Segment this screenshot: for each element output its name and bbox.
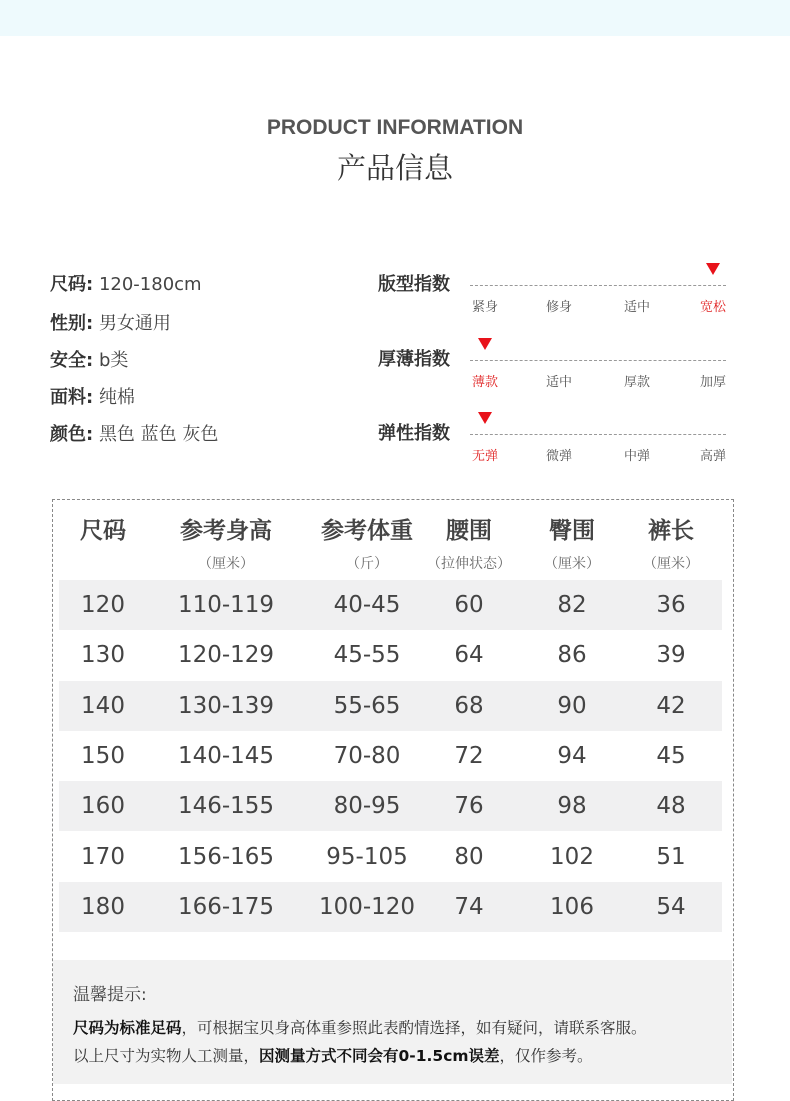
tips-text: ，可根据宝贝身高体重参照此表酌情选择，如有疑问，请联系客服。 [181,1019,647,1037]
table-cell: 60 [454,592,484,618]
table-cell: 98 [557,793,587,819]
column-header-title: 参考身高 [180,518,272,544]
table-row [59,832,722,882]
index-option: 适中 [545,375,572,390]
table-cell: 180 [81,894,125,920]
table-cell: 40-45 [333,592,401,618]
table-cell: 120 [81,592,125,618]
index-label: 厚薄指数 [378,349,450,370]
index-option: 适中 [623,300,650,315]
column-header [151,512,301,573]
index-option: 紧身 [471,300,498,315]
index-option: 高弹 [699,449,726,464]
column-header [517,512,627,573]
table-cell: 106 [550,894,594,920]
tips-text: ，仅作参考。 [499,1047,593,1065]
info-label: 性别: [50,313,94,334]
info-value: 黑色 蓝色 灰色 [98,424,219,445]
index-label: 版型指数 [378,274,450,295]
table-cell: 94 [557,743,587,769]
table-cell: 100-120 [318,894,416,920]
info-value: 纯棉 [98,387,135,408]
info-label: 面料: [50,387,94,408]
table-cell: 95-105 [326,844,408,870]
selected-marker-icon [478,338,492,350]
selected-marker-icon [478,412,492,424]
info-colors [50,420,218,446]
table-cell: 102 [550,844,594,870]
column-header-unit: （拉伸状态） [427,556,511,572]
table-cell: 39 [656,642,686,668]
table-cell: 120-129 [177,642,275,668]
index-option: 薄款 [471,375,498,390]
info-fabric [50,383,135,409]
table-cell: 160 [81,793,125,819]
table-cell: 156-165 [177,844,275,870]
table-cell: 64 [454,642,484,668]
table-row [59,882,722,932]
table-cell: 170 [81,844,125,870]
tips-line-1 [73,1016,647,1038]
selected-marker-icon [706,263,720,275]
index-label: 弹性指数 [378,423,450,444]
index-scale-line [470,285,726,286]
table-cell: 45 [656,743,686,769]
table-cell: 42 [656,693,686,719]
index-option: 中弹 [623,449,650,464]
column-header-title: 尺码 [80,518,126,544]
table-cell: 70-80 [333,743,401,769]
table-cell: 110-119 [177,592,275,618]
info-label: 安全: [50,350,94,371]
tips-bold: 尺码为标准足码 [73,1019,182,1037]
table-cell: 86 [557,642,587,668]
table-cell: 130-139 [177,693,275,719]
table-cell: 80 [454,844,484,870]
index-option: 修身 [545,300,572,315]
info-label: 颜色: [50,424,94,445]
info-label: 尺码: [50,274,94,295]
info-size [50,270,202,296]
info-value: b类 [98,350,129,371]
table-cell: 48 [656,793,686,819]
table-cell: 74 [454,894,484,920]
table-cell: 55-65 [333,693,401,719]
index-option: 加厚 [699,375,726,390]
info-value: 男女通用 [98,313,171,334]
table-cell: 166-175 [177,894,275,920]
column-header-title: 参考体重 [321,518,413,544]
info-safety [50,346,128,372]
info-value: 120-180cm [98,274,202,295]
column-header [48,512,158,553]
table-cell: 140-145 [177,743,275,769]
column-header-unit: （斤） [346,556,388,572]
column-header-title: 裤长 [648,518,694,544]
tips-bold: 因测量方式不同会有0-1.5cm误差 [259,1047,500,1065]
tips-line-2 [73,1044,593,1066]
column-header-unit: （厘米） [643,556,699,572]
table-cell: 68 [454,693,484,719]
table-row [59,681,722,731]
tips-panel [53,960,732,1084]
index-option: 微弹 [545,449,572,464]
title-english: PRODUCT INFORMATION [266,116,524,139]
index-option: 无弹 [471,449,498,464]
table-cell: 72 [454,743,484,769]
tips-text: 以上尺寸为实物人工测量， [73,1047,260,1065]
table-cell: 140 [81,693,125,719]
index-scale-line [470,434,726,435]
table-cell: 90 [557,693,587,719]
table-row [59,731,722,781]
table-cell: 54 [656,894,686,920]
table-cell: 45-55 [333,642,401,668]
title-chinese: 产品信息 [336,151,453,185]
column-header-title: 腰围 [446,518,492,544]
column-header-title: 臀围 [549,518,595,544]
column-header [404,512,534,573]
tips-title: 温馨提示: [73,985,147,1005]
table-cell: 76 [454,793,484,819]
table-cell: 36 [656,592,686,618]
index-option: 厚款 [623,375,650,390]
table-cell: 146-155 [177,793,275,819]
info-gender [50,309,171,335]
table-cell: 82 [557,592,587,618]
index-scale-line [470,360,726,361]
column-header-unit: （厘米） [198,556,254,572]
top-banner-strip [0,0,790,36]
table-cell: 150 [81,743,125,769]
table-cell: 130 [81,642,125,668]
column-header-unit: （厘米） [544,556,600,572]
index-option: 宽松 [699,300,726,315]
table-cell: 51 [656,844,686,870]
column-header [616,512,726,573]
table-row [59,630,722,680]
table-row [59,781,722,831]
table-cell: 80-95 [333,793,401,819]
table-row [59,580,722,630]
